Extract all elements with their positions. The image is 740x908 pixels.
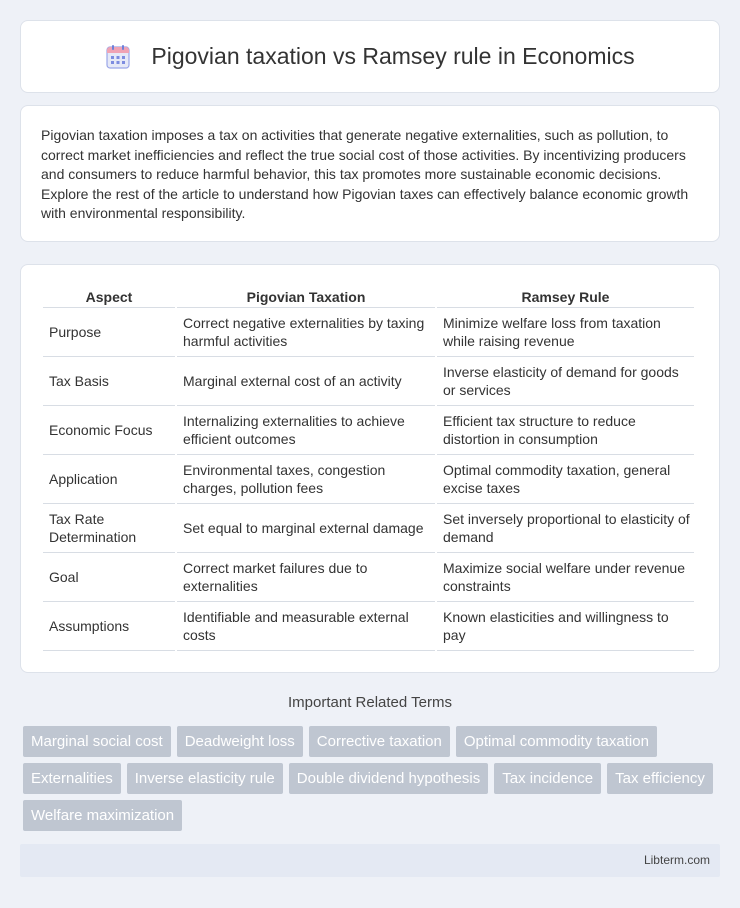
table-row [43,553,694,602]
table-cell: Economic Focus [43,406,175,455]
related-term-tag[interactable]: Double dividend hypothesis [289,763,488,794]
related-term-tag[interactable]: Tax incidence [494,763,601,794]
calendar-icon [105,44,131,70]
table-cell: Efficient tax structure to reduce distortion in consumption [437,406,694,455]
table-cell: Environmental taxes, congestion charges, pollution fees [177,455,435,504]
table-cell: Minimize welfare loss from taxation while raising revenue [437,308,694,357]
table-row [43,455,694,504]
table-row [43,357,694,406]
table-cell: Marginal external cost of an activity [177,357,435,406]
table-header-row [43,285,694,308]
related-term-tag[interactable]: Externalities [23,763,121,794]
table-cell: Set inversely proportional to elasticity of demand [437,504,694,553]
related-term-tag[interactable]: Optimal commodity taxation [456,726,657,757]
table-row [43,308,694,357]
related-term-tag[interactable]: Deadweight loss [177,726,303,757]
column-header-ramsey: Ramsey Rule [437,285,694,308]
table-cell: Application [43,455,175,504]
intro-card [20,105,720,242]
intro-text: Pigovian taxation imposes a tax on activities that generate negative externalities, such as pollution, to correct market inefficiencies and reflect the true social cost of those activities. By incentivizing producers and consumers to reduce harmful behavior, this tax promotes more sustainable economic decisions. Explore the rest of the article to understand how Pigovian taxes can effectively balance economic growth with environmental responsibility. [41,127,689,221]
related-terms-list [23,726,723,837]
comparison-card [20,264,720,673]
table-cell: Correct negative externalities by taxing harmful activities [177,308,435,357]
table-row [43,602,694,651]
column-header-pigovian: Pigovian Taxation [177,285,435,308]
footer [20,844,720,877]
related-term-tag[interactable]: Tax efficiency [607,763,713,794]
table-cell: Correct market failures due to externalities [177,553,435,602]
table-cell: Tax Basis [43,357,175,406]
table-row [43,504,694,553]
table-cell: Inverse elasticity of demand for goods or services [437,357,694,406]
related-term-tag[interactable]: Marginal social cost [23,726,171,757]
related-terms-title: Important Related Terms [288,694,452,711]
footer-site-link[interactable]: Libterm.com [643,853,710,867]
table-cell: Tax Rate Determination [43,504,175,553]
table-cell: Identifiable and measurable external costs [177,602,435,651]
header-card [20,20,720,93]
related-term-tag[interactable]: Inverse elasticity rule [127,763,283,794]
table-cell: Purpose [43,308,175,357]
table-cell: Internalizing externalities to achieve efficient outcomes [177,406,435,455]
table-cell: Maximize social welfare under revenue constraints [437,553,694,602]
related-term-tag[interactable]: Welfare maximization [23,800,182,831]
table-cell: Goal [43,553,175,602]
table-row [43,406,694,455]
column-header-aspect: Aspect [43,285,175,308]
table-cell: Known elasticities and willingness to pay [437,602,694,651]
table-cell: Set equal to marginal external damage [177,504,435,553]
comparison-table [41,285,696,651]
page-title: Pigovian taxation vs Ramsey rule in Economics [151,43,635,69]
related-term-tag[interactable]: Corrective taxation [309,726,450,757]
table-cell: Assumptions [43,602,175,651]
table-cell: Optimal commodity taxation, general excise taxes [437,455,694,504]
